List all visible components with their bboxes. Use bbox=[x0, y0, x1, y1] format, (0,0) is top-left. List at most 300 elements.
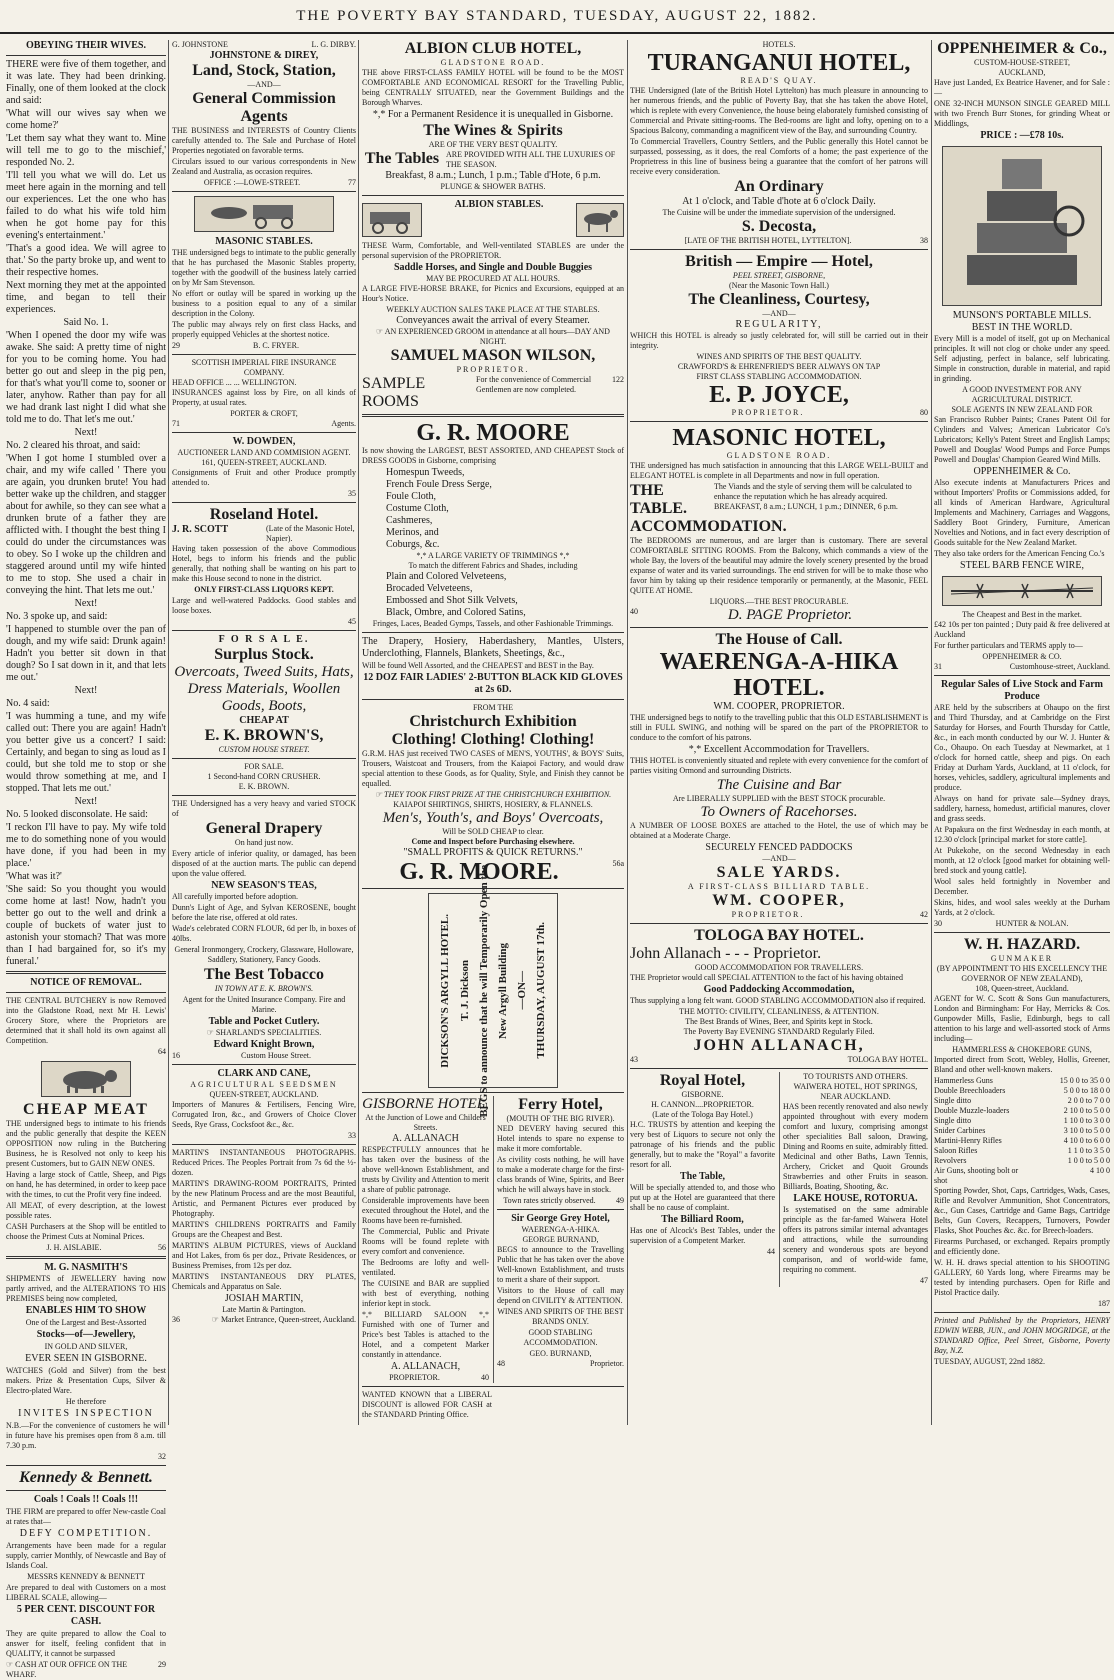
turanganui-address: READ'S QUAY. bbox=[740, 76, 818, 85]
gun-price: 1 0 0 to 5 0 0 bbox=[1067, 1156, 1110, 1165]
page-proprietor: D. PAGE Proprietor. bbox=[727, 607, 853, 623]
story-paragraph: 'I'll tell you what we will do. Let us meet here again in the morning and tell our experiences. Let the one who has failed to do what his wife told him when he got home pay for this evening's entertainment.' bbox=[6, 170, 166, 241]
martin-paragraph: MARTIN'S CHILDRENS PORTRAITS and Family Groups are the Cheapest and Best. bbox=[172, 1220, 356, 1239]
masonic-acc-text: The BEDROOMS are numerous, and are larger than is customary. There are several COMFORTABLE SITTING ROOMS. From the Balcony, which commands a view of the whole Bay, the lovers of the beautiful may admire the lovely scenery presented by the broad expanse of water and its varied surroundings. The end striven for will be to make those who favor him by taking up their residence temporarily or permanently, at the Masonic, FEEL QUITE AT HOME. bbox=[630, 536, 928, 595]
nasmith-line: One of the Largest and Best-Assorted bbox=[25, 1318, 147, 1327]
for-sale-title: F O R S A L E. bbox=[218, 634, 310, 645]
weekly-line: WEEKLY AUCTION SALES TAKE PLACE AT THE STABLES. bbox=[386, 305, 600, 314]
dowden-subtitle: AUCTIONEER LAND AND COMMISION AGENT. bbox=[177, 448, 351, 457]
gun-price-row bbox=[934, 1166, 1110, 1186]
story-paragraph: Next! bbox=[74, 598, 98, 609]
turanganui-paragraph: THE Undersigned (late of the British Hotel Lyttelton) has much pleasure in announcing to her numerous friends, and the public of Poverty Bay, that she has taken the above Hotel, which is replete with every Convenience, the house being elaborately furnished consisting of Commercial and Private sitting-rooms. The Bed-rooms are light and lofty, opening on to a Spacious Balcony, commanding a magnificent view of the Bay, and surrounding Country. bbox=[630, 86, 928, 135]
oppenheimer-subtitle: CUSTOM-HOUSE-STREET, bbox=[974, 58, 1070, 67]
surplus-goods: Overcoats, Tweed Suits, Hats, Dress Materials, Woollen Goods, Boots, bbox=[174, 664, 354, 714]
story-paragraph: 'That's a good idea. We will agree to that.' So the party broke up, and went to their respective homes. bbox=[6, 243, 166, 278]
wanted-notice: WANTED KNOWN that a LIBERAL DISCOUNT is allowed FOR CASH at the STANDARD Printing Office. bbox=[362, 1390, 492, 1419]
oppenheimer-title: OPPENHEIMER & Co., bbox=[937, 40, 1107, 57]
steel-wire-title: STEEL BARB FENCE WIRE, bbox=[960, 560, 1084, 571]
custom-house: CUSTOM HOUSE STREET. bbox=[218, 745, 310, 754]
ad-number: 31 bbox=[934, 662, 942, 671]
joyce-proprietor: PROPRIETOR. bbox=[731, 408, 805, 417]
roseland-paragraph: Having taken possession of the above Commodious Hotel, begs to inform his friends and the public generally, that nothing shall be wanting on his part to make this House second to none in the district. bbox=[172, 544, 356, 583]
gun-name: Revolvers bbox=[934, 1156, 967, 1165]
tologa-title: TOLOGA BAY HOTEL. bbox=[694, 927, 864, 944]
sgg-proprietor: Proprietor. bbox=[590, 1359, 624, 1368]
ad-number: 43 bbox=[630, 1055, 638, 1064]
ferry-line: Town rates strictly observed. bbox=[503, 1196, 596, 1205]
nasmith-paragraph: WATCHES (Gold and Silver) from the best makers. Prize & Presentation Cups, Silver & Electro-plated Ware. bbox=[6, 1366, 166, 1395]
drapery-paragraph: Every article of inferior quality, or damaged, has been disposed of at the auction marts. The public can depend upon the value offered. bbox=[172, 849, 356, 878]
good-paddocking-title: Good Paddocking Accommodation, bbox=[703, 984, 855, 995]
ad-number: 38 bbox=[920, 236, 928, 245]
martin-note: Late Martin & Partington. bbox=[222, 1305, 306, 1314]
inspect-line: Come and Inspect before Purchasing elsewhere. bbox=[411, 837, 575, 846]
sgg-signature: GEO. BURNAND, bbox=[529, 1349, 592, 1358]
roseland-owner: J. R. SCOTT bbox=[172, 524, 229, 535]
martin-paragraph: MARTIN'S DRAWING-ROOM PORTRAITS, Printed by the new Platinum Process and are the most Beautiful, Artistic, and Permanent Pictures ever produced by Photography. bbox=[172, 1179, 356, 1218]
jd-title: JOHNSTONE & DIREY, bbox=[209, 50, 319, 61]
argyll-line: New Argyll Building bbox=[497, 942, 509, 1039]
imprint: Printed and Published by the Proprietors, HENRY EDWIN WEBB, JUN., and JOHN MOGRIDGE, at the STANDARD Office, Peel Street, Gisborne, Poverty Bay, N.Z. bbox=[934, 1316, 1110, 1355]
hazard-paragraph: W. H. H. draws special attention to his SHOOTING GALLERY, 60 Yards long, where Firearms may be tested by intending purchasers. Open for Rifle and Pistol Practice daily. bbox=[934, 1258, 1110, 1297]
gun-price: 3 10 0 to 5 0 0 bbox=[1063, 1126, 1110, 1135]
trimmings-line: *,* A LARGE VARIETY OF TRIMMINGS *,* bbox=[416, 551, 570, 560]
coach-engraving-icon bbox=[362, 203, 422, 237]
gun-price: 15 0 0 to 35 0 0 bbox=[1059, 1076, 1110, 1085]
gun-price-row bbox=[934, 1106, 1110, 1116]
ad-number: 36 bbox=[172, 1315, 180, 1324]
turanganui-paragraph: To Commercial Travellers, Country Settlers, and the Public generally this Hotel cannot be surpassed, possessing, as it does, the real Comforts of a home; the past experience of the Proprietress in this line of business being a guarantee that the comfort of her patrons will receive every consideration. bbox=[630, 137, 928, 176]
paddocks-and: —AND— bbox=[762, 854, 796, 863]
tobacco-title: The Best Tobacco bbox=[203, 966, 324, 983]
baths-line: PLUNGE & SHOWER BATHS. bbox=[440, 182, 546, 191]
cheap-meat-title: CHEAP MEAT bbox=[23, 1101, 149, 1118]
ordinary-title: An Ordinary bbox=[734, 178, 824, 195]
british-address: PEEL STREET, GISBORNE, bbox=[732, 271, 826, 280]
royal-table-title: The Table, bbox=[679, 1171, 726, 1182]
regular-sales-title: Regular Sales of Live Stock and Farm Produce bbox=[940, 679, 1104, 702]
gun-name: Double Breechloaders bbox=[934, 1086, 1006, 1095]
kennedy-line: MESSRS KENNEDY & BENNETT bbox=[27, 1572, 145, 1581]
story-paragraph: 'When I got home I stumbled over a chair, and my wife called ' There you are again, you drunken brute! You had better wake up the children, and stagger about for awhile, so they can see what a drunken brute of a father they are afflicted with. I thought the best thing I could do under the circumstances was to obey. So I woke up the children and staggered around until my wife hinted to me to stop. She used a chair in conveying the hint. That lets me out.' bbox=[6, 453, 166, 596]
martin-paragraph: MARTIN'S INSTANTANEOUS PHOTOGRAPHS. Reduced Prices. The Peoples Portrait from 7s 6d the ½-dozen. bbox=[172, 1148, 356, 1177]
fence-paragraph: They also take orders for the American Fencing Co.'s bbox=[934, 549, 1105, 558]
royal-title: Royal Hotel, bbox=[659, 1072, 746, 1089]
john-allanach-title: JOHN ALLANACH, bbox=[693, 1037, 865, 1054]
liquors-line: LIQUORS.—THE BEST PROCURABLE. bbox=[709, 597, 849, 606]
nasmith-line: He therefore bbox=[65, 1397, 107, 1406]
tologa-paragraph: Thus supplying a long felt want. GOOD STABLING ACCOMMODATION also if required. bbox=[630, 996, 926, 1005]
ordinary-line: At 1 o'clock, and Table d'hote at 6 o'clock Daily. bbox=[682, 196, 876, 207]
ek-brown-address: Custom House Street. bbox=[241, 1051, 311, 1060]
ad-number: 29 bbox=[158, 1660, 166, 1669]
gun-price: 1 1 0 to 3 5 0 bbox=[1067, 1146, 1110, 1155]
waiwera-subtitle: NEAR AUCKLAND. bbox=[820, 1092, 891, 1101]
grm-paragraph: G.R.M. HAS just received TWO CASES of MEN'S, YOUTHS', & BOYS' Suits, Trousers, Waistcoat and Trousers, from the Kaiapoi Factory, and would draw special attention to these Goods, as for Quality, Style, and Finish they cannot be equalled. bbox=[362, 749, 624, 788]
meat-paragraph: CASH Purchasers at the Shop will be entitled to choose the Primest Cuts at Nominal Prices. bbox=[6, 1222, 166, 1241]
particulars-line: For further particulars and TERMS apply to— bbox=[934, 641, 1083, 650]
lake-paragraph: Is systematised on the same admirable principle as the far-famed Waiwera Hotel offers its patrons similar internal advantages and attractions, while the surrounding scenery and wonderous spots are beyond comparison, and of world-wide fame, requiring no comment. bbox=[783, 1205, 928, 1274]
ad-number: 29 bbox=[172, 341, 180, 350]
sample-rooms-text: For the convenience of Commercial Gentlemen are now completed. bbox=[476, 375, 592, 394]
for-sale-line: FOR SALE. bbox=[244, 762, 284, 771]
column-rule bbox=[627, 40, 628, 1425]
surplus-title: Surplus Stock. bbox=[214, 646, 314, 663]
excellent-line: *,* Excellent Accommodation for Travellers. bbox=[688, 744, 870, 755]
martin-address: ☞ Market Entrance, Queen-street, Auckland. bbox=[211, 1315, 356, 1324]
scottish-agents: Agents. bbox=[331, 419, 356, 428]
dress-goods-item: Costume Cloth, bbox=[386, 503, 449, 514]
gun-price-row bbox=[934, 1146, 1110, 1156]
gun-name: Double Muzzle-loaders bbox=[934, 1106, 1010, 1115]
gun-name: Hammerless Guns bbox=[934, 1076, 993, 1085]
masonic-paragraph: THE undersigned has much satisfaction in announcing that this LARGE WELL-BUILT and ELEGANT HOTEL is complete in all Departments and now in full operation. bbox=[630, 461, 928, 480]
brake-paragraph: A LARGE FIVE-HORSE BRAKE, for Picnics and Excursions, equipped at an Hour's Notice. bbox=[362, 284, 624, 303]
sales-paragraph: Wool sales held fortnightly in November and December. bbox=[934, 877, 1110, 896]
sgg-owner: GEORGE BURNAND, bbox=[522, 1235, 599, 1244]
argyll-line: DICKSON'S ARGYLL HOTEL. bbox=[439, 913, 451, 1068]
cuisine-bar-subtitle: Are LIBERALLY SUPPLIED with the BEST STOCK procurable. bbox=[672, 794, 886, 803]
nasmith-line: EVER SEEN IN GISBORNE. bbox=[25, 1353, 147, 1364]
ad-number: 187 bbox=[1098, 1299, 1110, 1308]
ad-number: 32 bbox=[158, 1452, 166, 1461]
clark-cane-address: QUEEN-STREET, AUCKLAND. bbox=[209, 1090, 319, 1099]
martin-paragraph: MARTIN'S INSTANTANEOUS DRY PLATES, Chemicals and Apparatus on Sale. bbox=[172, 1272, 356, 1291]
story-paragraph: Next morning they met at the appointed time, and began to tell their experiences. bbox=[6, 280, 166, 315]
jd-subtitle: Land, Stock, Station, bbox=[192, 62, 336, 79]
roseland-paragraph: Large and well-watered Paddocks. Good stables and loose boxes. bbox=[172, 596, 356, 615]
story-paragraph: No. 4 said: bbox=[6, 698, 50, 709]
velvet-item: Plain and Colored Velveteens, bbox=[386, 571, 507, 582]
ad-number: 30 bbox=[934, 919, 942, 928]
gun-price-row bbox=[934, 1076, 1110, 1086]
masonic-acc-title: ACCOMMODATION. bbox=[630, 518, 787, 535]
horse-engraving-icon bbox=[576, 203, 624, 237]
oppenheimer-paragraph: ONE 32-INCH MUNSON SINGLE GEARED MILL with two French Burr Stones, for grinding Wheat or Middlings, bbox=[934, 99, 1110, 128]
gisborne-owner: A. ALLANACH bbox=[392, 1133, 459, 1144]
column-rule bbox=[358, 40, 359, 1425]
teas-paragraph: Dunn's Light of Age, and Sylvan KEROSENE, bought before the late rise, offered at old rates. bbox=[172, 903, 356, 922]
ad-number: 47 bbox=[920, 1276, 928, 1285]
column-2 bbox=[172, 40, 356, 1425]
clark-cane-title: CLARK AND CANE, bbox=[217, 1068, 311, 1079]
wilson-title: SAMUEL MASON WILSON, bbox=[390, 347, 596, 364]
stables-paragraph: THESE Warm, Comfortable, and Well-ventilated STABLES are under the personal supervision of the PROPRIETOR. bbox=[362, 241, 624, 260]
jd-paragraph: THE BUSINESS and INTERESTS of Country Clients carefully attended to. The Sale and Purchase of Hotel Properties negotiated on favorable terms. bbox=[172, 126, 356, 155]
story-paragraph: 'What was it?' bbox=[6, 871, 62, 882]
masonic-table-text: The Viands and the style of serving them will be calculated to enhance the reputation which he has already acquired. BREAKFAST, 8 a.m.; LUNCH, 1 p.m.; DINNER, 6 p.m. bbox=[714, 482, 912, 511]
turanganui-title: TURANGANUI HOTEL, bbox=[647, 50, 911, 76]
albion-title: ALBION CLUB HOTEL, bbox=[404, 40, 582, 57]
roseland-note: (Late of the Masonic Hotel, Napier). bbox=[266, 524, 355, 543]
dress-goods-item: French Foule Dress Serge, bbox=[386, 479, 492, 490]
moore-footer-title: G. R. MOORE. bbox=[399, 859, 559, 885]
moore-title: G. R. MOORE bbox=[416, 420, 570, 446]
sgg-paragraph: WINES AND SPIRITS OF THE BEST BRANDS ONLY. bbox=[497, 1307, 624, 1326]
sales-paragraph: At Pukekohe, on the second Wednesday in each month, at 12 o'clock [good market for obtaining well-bred stock and young cattle]. bbox=[934, 846, 1110, 875]
gisborne-proprietor: PROPRIETOR. bbox=[389, 1373, 440, 1382]
scottish-signature: PORTER & CROFT, bbox=[230, 409, 298, 418]
ad-number: 40 bbox=[481, 1373, 489, 1382]
cleanliness-and: —AND— bbox=[762, 309, 796, 318]
kennedy-paragraph: Arrangements have been made for a regular supply, carrier Monthly, of Newcastle and Bay of Islands Coal. bbox=[6, 1541, 166, 1570]
dress-goods-item: Foule Cloth, bbox=[386, 491, 437, 502]
roseland-title: Roseland Hotel. bbox=[209, 506, 319, 523]
story-paragraph: THERE were five of them together, and it was late. They had been drinking. Finally, one of them looked at the clock and said: bbox=[6, 59, 166, 106]
gun-name: Single ditto bbox=[934, 1116, 972, 1125]
trimmings-intro: To match the different Fabrics and Shades, including bbox=[408, 561, 578, 570]
masonic-hotel-title: MASONIC HOTEL, bbox=[672, 425, 886, 451]
sales-paragraph: Always on hand for private sale—Sydney drays, saddlery, harness, homedust, artificial manures, clover and grass seeds. bbox=[934, 794, 1110, 823]
clark-cane-subtitle: AGRICULTURAL SEEDSMEN bbox=[190, 1080, 338, 1089]
partner-name: L. G. DIRBY. bbox=[311, 40, 356, 49]
lake-house-title: LAKE HOUSE, ROTORUA. bbox=[793, 1193, 918, 1204]
overcoats-subtitle: Will be SOLD CHEAP to clear. bbox=[442, 827, 544, 836]
kennedy-line: DEFY COMPETITION. bbox=[19, 1528, 153, 1539]
british-paragraph: WHICH this HOTEL is already so justly celebrated for, will still be carried out in their integrity. bbox=[630, 331, 928, 350]
buggies-subtitle: MAY BE PROCURED AT ALL HOURS. bbox=[426, 274, 560, 283]
ad-number: 45 bbox=[348, 617, 356, 626]
hazard-title: W. H. HAZARD. bbox=[963, 936, 1081, 953]
hazard-paragraph: Imported direct from Scott, Webley, Hollis, Greener, Bland and other well-known makers. bbox=[934, 1055, 1110, 1074]
ek-brown-signature: E. K. BROWN. bbox=[238, 782, 290, 791]
hunter-nolan: HUNTER & NOLAN. bbox=[995, 919, 1069, 928]
story-title: OBEYING THEIR WIVES. bbox=[26, 40, 146, 51]
buggies-line: Saddle Horses, and Single and Double Buggies bbox=[393, 262, 593, 273]
masonic-address: GLADSTONE ROAD. bbox=[726, 451, 832, 460]
hammerless-title: HAMMERLESS & CHOKEBORE GUNS, bbox=[952, 1045, 1092, 1054]
tologa-footer: TOLOGA BAY HOTEL. bbox=[847, 1055, 928, 1064]
cuisine-line: The Cuisine will be under the immediate supervision of the undersigned. bbox=[662, 208, 896, 217]
gisborne-paragraph: The Bedrooms are lofty and well-ventilated. bbox=[362, 1258, 489, 1277]
velvet-item: Black, Ombre, and Colored Satins, bbox=[386, 607, 526, 618]
jd-subtitle: General Commission Agents bbox=[192, 90, 336, 125]
gloves-line: 12 DOZ FAIR LADIES' 2-BUTTON BLACK KID GLOVES at 2s 6D. bbox=[363, 672, 623, 695]
oppenheimer-city: AUCKLAND, bbox=[998, 68, 1046, 77]
hotels-heading: HOTELS. bbox=[762, 40, 796, 49]
ad-number: 80 bbox=[920, 408, 928, 417]
gun-price-row bbox=[934, 1126, 1110, 1136]
sales-paragraph: At Papakura on the first Wednesday in each month, at 12.30 o'clock [principal market for store cattle]. bbox=[934, 825, 1110, 844]
meat-paragraph: All MEAT, of every description, at the lowest possible rates. bbox=[6, 1201, 166, 1220]
gun-price: 4 10 0 to 6 0 0 bbox=[1063, 1136, 1110, 1145]
teas-paragraph: All carefully imported before adoption. bbox=[172, 892, 298, 901]
appointment-line: (BY APPOINTMENT TO HIS EXCELLENCY THE GOVERNOR OF NEW ZEALAND), bbox=[936, 964, 1108, 983]
sales-paragraph: Skins, hides, and wool sales weekly at the Durham Yards, at 2 o'clock. bbox=[934, 898, 1110, 917]
cooper-line: WM. COOPER, PROPRIETOR. bbox=[713, 701, 845, 712]
mill-paragraph: Every Mill is a model of itself, got up on Mechanical principles. It will not clog or choke under any speed. Self adjusting, perfect in balance, self lubricating. Simple in construction, durable in material, and rapid in grinding. bbox=[934, 334, 1110, 383]
column-1 bbox=[6, 40, 166, 1679]
meal-times: Breakfast, 8 a.m.; Lunch, 1 p.m.; Table d'Hote, 6 p.m. bbox=[385, 170, 601, 181]
teas-paragraph: Wade's celebrated CORN FLOUR, 6d per lb, in boxes of 40lbs. bbox=[172, 924, 356, 943]
masonic-paragraph: No effort or outlay will be spared in working up the business to a position equal to any of a similar description in the Colony. bbox=[172, 289, 356, 318]
clothing-title: Clothing! Clothing! Clothing! bbox=[391, 731, 595, 748]
cannon-note: (Late of the Tologa Bay Hotel.) bbox=[652, 1110, 753, 1119]
drapery-paragraph: Will be found Well Assorted, and the CHEAPEST and BEST in the Bay. bbox=[362, 661, 594, 670]
british-empire-title: British — Empire — Hotel, bbox=[685, 253, 873, 270]
nasmith-line: ENABLES HIM TO SHOW bbox=[25, 1305, 147, 1316]
gun-price-row bbox=[934, 1156, 1110, 1166]
imprint-date: TUESDAY, AUGUST, 22nd 1882. bbox=[934, 1357, 1045, 1366]
gun-name: Snider Carbines bbox=[934, 1126, 986, 1135]
billiard-room-title: The Billiard Room, bbox=[661, 1214, 744, 1225]
moore-paragraph: Is now showing the LARGEST, BEST ASSORTED, AND CHEAPEST Stock of DRESS GOODS in Gisborne, comprising bbox=[362, 446, 624, 465]
jd-office: OFFICE :—LOWE-STREET. bbox=[203, 178, 301, 187]
billiard-line: A FIRST-CLASS BILLIARD TABLE. bbox=[687, 882, 871, 891]
tobacco-line: Agent for the United Insurance Company. Fire and Marine. bbox=[182, 995, 346, 1014]
kennedy-line: 5 PER CENT. DISCOUNT FOR CASH. bbox=[16, 1604, 156, 1627]
velvet-item: Embossed and Shot Silk Velvets, bbox=[386, 595, 518, 606]
wines-title: The Wines & Spirits bbox=[423, 122, 563, 139]
gun-price: 2 0 0 to 7 0 0 bbox=[1067, 1096, 1110, 1105]
barbed-wire-icon bbox=[942, 576, 1102, 606]
dress-goods-item: Merinos, and bbox=[386, 527, 439, 538]
argyll-line: —ON— bbox=[516, 971, 528, 1010]
gun-price: 2 10 0 to 5 0 0 bbox=[1063, 1106, 1110, 1115]
ad-number: 64 bbox=[158, 1047, 166, 1056]
masonic-paragraph: THE undersigned begs to intimate to the public generally that he has purchased the Masonic Stables property, together with the goodwill of the business lately carried on by Mr Sam Stevenson. bbox=[172, 248, 356, 287]
gun-price-row bbox=[934, 1116, 1110, 1126]
story-paragraph: No. 5 looked disconsolate. He said: bbox=[6, 809, 148, 820]
drapery-line: On hand just now. bbox=[234, 838, 294, 847]
clark-cane-paragraph: Importers of Manures & Fertilisers, Fencing Wire, Corrugated Iron, &c., and Growers of Choice Clover Seeds, Rye Grass, Cocksfoot &c., &c. bbox=[172, 1100, 356, 1129]
gun-name: Air Guns, shooting bolt or shot bbox=[934, 1166, 1019, 1185]
tologa-proprietor: John Allanach - - - Proprietor. bbox=[630, 945, 822, 962]
gun-price: 1 10 0 to 3 0 0 bbox=[1063, 1116, 1110, 1125]
conveyances-line: Conveyances await the arrival of every Steamer. bbox=[396, 315, 590, 326]
ferry-paragraph: NED DEVERY having secured this Hotel intends to spare no expense to make it more comfortable. bbox=[497, 1124, 624, 1153]
scottish-paragraph: INSURANCES against loss by Fire, on all kinds of Property, at usual rates. bbox=[172, 388, 356, 407]
gun-price: 4 10 0 bbox=[1090, 1166, 1110, 1175]
hazard-paragraph: Sporting Powder, Shot, Caps, Cartridges, Wads, Cases, Rifle and Revolver Ammunition, Shot Concentrators, &c., Gun Cases, Cartridge and Game Bags, Cartridge Belts, Gun Covers, Recappers, Turnovers, Powder Flasks, Shot Pouches &c. &c. for Breech-loaders. bbox=[934, 1186, 1110, 1235]
beer-line: CRAWFORD'S & EHRENFRIED'S BEER ALWAYS ON TAP bbox=[677, 362, 881, 371]
paddocks-line: SECURELY FENCED PADDOCKS bbox=[705, 842, 853, 853]
story-paragraph: 'Let them say what they want to. Mine will tell me to go to the mischief,' responded No. 2. bbox=[6, 133, 166, 168]
price-line: PRICE : —£78 10s. bbox=[980, 130, 1064, 141]
nasmith-line: IN GOLD AND SILVER, bbox=[44, 1342, 128, 1351]
waiwera-paragraph: HAS been recently renovated and also newly appointed throughout with every modern comfort and luxury, comprising amongst other specialities Ball saloon, Drawing, Dining and Rooms en suite, admirably fitted. Medicinal and other Baths, Lawn Tennis, Archery, Cricket and Quoit Grounds Strawberries and other Fruits in season. Billiards, Boating, Shooting, &c. bbox=[783, 1102, 928, 1191]
gisborne-paragraph: The Commercial, Public and Private Rooms will be found replete with every comfort and convenience. bbox=[362, 1227, 489, 1256]
gun-name: Martini-Henry Rifles bbox=[934, 1136, 1002, 1145]
nasmith-line: INVITES INSPECTION bbox=[18, 1408, 154, 1419]
ad-number: 122 bbox=[612, 375, 624, 384]
jd-and: —AND— bbox=[247, 80, 281, 89]
column-rule bbox=[931, 40, 932, 1425]
meat-paragraph: THE undersigned begs to intimate to his friends and the public generally that despite the KEEN OPPOSITION now ruling in the Butchering Business, he is Resolved not only to keep his present Customers, but to GAIN NEW ONES. bbox=[6, 1119, 166, 1168]
ek-brown-name: Edward Knight Brown, bbox=[213, 1039, 315, 1050]
cooper-proprietor: PROPRIETOR. bbox=[731, 910, 805, 919]
tables-subtitle: ARE PROVIDED WITH ALL THE LUXURIES OF THE SEASON. bbox=[446, 150, 616, 169]
drapery-intro: THE Undersigned has a very heavy and varied STOCK of bbox=[172, 799, 356, 818]
gisborne-title: GISBORNE HOTEL, bbox=[362, 1096, 489, 1112]
partner-name: G. JOHNSTONE bbox=[172, 40, 228, 49]
gisborne-subtitle: At the Junction of Lowe and Childers Streets. bbox=[365, 1113, 486, 1132]
cleanliness-title: The Cleanliness, Courtesy, bbox=[688, 291, 870, 308]
masonic-stables-title: MASONIC STABLES. bbox=[215, 236, 313, 247]
masonic-signature: B. C. FRYER. bbox=[252, 341, 299, 350]
royal-paragraph: Will be specially attended to, and those who put up at the Hotel are guaranteed that there shall be no cause of complaint. bbox=[630, 1183, 775, 1212]
column-4 bbox=[630, 40, 928, 1425]
drapery-paragraph: The Drapery, Hosiery, Haberdashery, Mantles, Ulsters, Underclothing, Flannels, Blankets, Sheetings, &c., bbox=[362, 636, 624, 659]
cheap-at: CHEAP AT bbox=[239, 715, 289, 726]
sgg-paragraph: Visitors to the House of call may depend on CIVILITY & ATTENTION. bbox=[497, 1286, 624, 1305]
groom-line: ☞ AN EXPERIENCED GROOM in attendance at all hours—DAY AND NIGHT. bbox=[376, 327, 610, 346]
ek-brown-title: E. K. BROWN'S, bbox=[204, 727, 324, 744]
kennedy-paragraph: Are prepared to deal with Customers on a most LIBERAL SCALE, allowing— bbox=[6, 1583, 166, 1602]
crusher-line: 1 Second-hand CORN CRUSHER. bbox=[207, 772, 321, 781]
martin-paragraph: MARTIN'S ALBUM PICTURES, views of Auckland and Hot Lakes, from 6s per doz., Private Residences, or Business Premises, from 12s per doz. bbox=[172, 1241, 356, 1270]
overcoats-title: Men's, Youth's, and Boys' Overcoats, bbox=[382, 810, 604, 826]
sgg-paragraph: GOOD STABLING ACCOMMODATION. bbox=[523, 1328, 598, 1347]
oppenheimer-address: Customhouse-street, Auckland. bbox=[1009, 662, 1110, 671]
cannon-line: H. CANNON....PROPRIETOR. bbox=[651, 1100, 754, 1109]
ad-number: 71 bbox=[172, 419, 180, 428]
gun-price-row bbox=[934, 1136, 1110, 1146]
story-paragraph: No. 2 cleared his throat, and said: bbox=[6, 440, 141, 451]
ferry-paragraph: As civility costs nothing, he will have to make a moderate charge for the first-class brands of Wine, Spirits, and Beer which he will always have in stock. bbox=[497, 1155, 624, 1194]
martin-signature: JOSIAH MARTIN, bbox=[224, 1293, 304, 1304]
general-drapery-title: General Drapery bbox=[205, 820, 323, 837]
oppenheimer-title-3: OPPENHEIMER & CO. bbox=[982, 652, 1062, 661]
kennedy-paragraph: THE FIRM are prepared to offer New-castle Coal at rates that— bbox=[6, 1507, 166, 1526]
royal-paragraph: Has one of Alcock's Best Tables, under the supervision of a Competent Marker. bbox=[630, 1226, 775, 1245]
sole-agents-line: SOLE AGENTS IN NEW ZEALAND FOR bbox=[951, 405, 1093, 414]
gun-price: 5 0 0 to 18 0 0 bbox=[1063, 1086, 1110, 1095]
meat-signature: J. H. AISLABIE. bbox=[46, 1243, 102, 1252]
sale-yards-title: SALE YARDS. bbox=[716, 864, 842, 881]
bull-engraving-icon bbox=[41, 1061, 131, 1097]
kennedy-line: ☞ CASH AT OUR OFFICE ON THE WHARF. bbox=[6, 1660, 128, 1679]
ferry-title: Ferry Hotel, bbox=[518, 1096, 603, 1113]
gun-price-list bbox=[934, 1076, 1110, 1186]
gisborne-paragraph: Considerable improvements have been executed throughout the Hotel, and the Rooms have been re-furnished. bbox=[362, 1196, 489, 1225]
waerenga-paragraph: THIS HOTEL is conveniently situated and replete with every convenience for the comfort of parties visiting Ormond and surrounding Districts. bbox=[630, 756, 928, 775]
ad-number: 77 bbox=[348, 178, 356, 187]
kennedy-title: Kennedy & Bennett. bbox=[19, 1469, 153, 1486]
invest-line: A GOOD INVESTMENT FOR ANY AGRICULTURAL DISTRICT. bbox=[962, 385, 1082, 404]
scottish-title: SCOTTISH IMPERIAL FIRE INSURANCE COMPANY. bbox=[191, 358, 337, 377]
ferry-subtitle: (MOUTH OF THE BIG RIVER). bbox=[506, 1114, 615, 1123]
tables-title: The Tables bbox=[364, 150, 440, 167]
stabling-line: FIRST CLASS STABLING ACCOMMODATION. bbox=[696, 372, 862, 381]
tourists-line: TO TOURISTS AND OTHERS. bbox=[803, 1072, 908, 1081]
hazard-paragraph: AGENT for W. C. Scott & Sons Gun manufacturers, London and Birmingham: For Hay, Merricks & Cos. Gunpowder Mills, Faslie, Edinburgh, begs to call attention to his large and well-assorted stock of Arms including— bbox=[934, 994, 1110, 1043]
ad-number: 42 bbox=[920, 910, 928, 919]
kennedy-coals: Coals ! Coals !! Coals !!! bbox=[33, 1494, 139, 1505]
albion-address: GLADSTONE ROAD. bbox=[440, 58, 546, 67]
velvet-list bbox=[362, 571, 624, 619]
gun-price-row bbox=[934, 1086, 1110, 1096]
waerenga-paragraph: THE undersigned begs to notify to the travelling public that this OLD ESTABLISHMENT is still in FULL SWING, and nothing will be spared on the part of the PROPRIETOR to conduce to the comfort of his patrons. bbox=[630, 713, 928, 742]
ad-number: 48 bbox=[497, 1359, 505, 1368]
nasmith-paragraph: SHIPMENTS of JEWELLERY having now partly arrived, and the ALTERATIONS TO HIS PREMISES being now completed, bbox=[6, 1274, 166, 1303]
munson-title: MUNSON'S PORTABLE MILLS. bbox=[952, 310, 1092, 321]
house-of-call-title: The House of Call. bbox=[715, 631, 843, 648]
regularity-line: REGULARITY, bbox=[735, 319, 823, 330]
gisborne-signature: A. ALLANACH, bbox=[390, 1361, 461, 1372]
removal-title: NOTICE OF REMOVAL. bbox=[30, 977, 142, 988]
dress-goods-list bbox=[362, 467, 624, 551]
story-paragraph: No. 3 spoke up, and said: bbox=[6, 611, 108, 622]
argyll-line: T. J. Dickson bbox=[459, 960, 471, 1021]
sales-paragraph: ARE held by the subscribers at Ohaupo on the first and Third Thursday, and at Cambridge on the First Saturday for Horses, and Fourth Thursday for Cattle, &c., in each month conducted by our W. J. Hunter & Co., Ohaupo. On each Tuesday at Newmarket, at 1 o'clock for horned cattle, sheep and pigs. On each Friday at Durham Yards, Auckland, at 11 o'clock, for horses, vehicles, saddlery, agricultural implements and produce. bbox=[934, 703, 1110, 792]
column-3 bbox=[362, 40, 624, 1425]
tobacco-line: IN TOWN AT E. K. BROWN'S. bbox=[214, 984, 314, 993]
teas-title: NEW SEASON'S TEAS, bbox=[211, 880, 317, 891]
racehorses-paragraph: A NUMBER OF LOOSE BOXES are attached to the Hotel, the use of which may be obtained at a Moderate Charge. bbox=[630, 821, 928, 840]
decosta-subtitle: [LATE OF THE BRITISH HOTEL, LYTTELTON]. bbox=[684, 236, 852, 245]
dress-goods-item: Homespun Tweeds, bbox=[386, 467, 465, 478]
